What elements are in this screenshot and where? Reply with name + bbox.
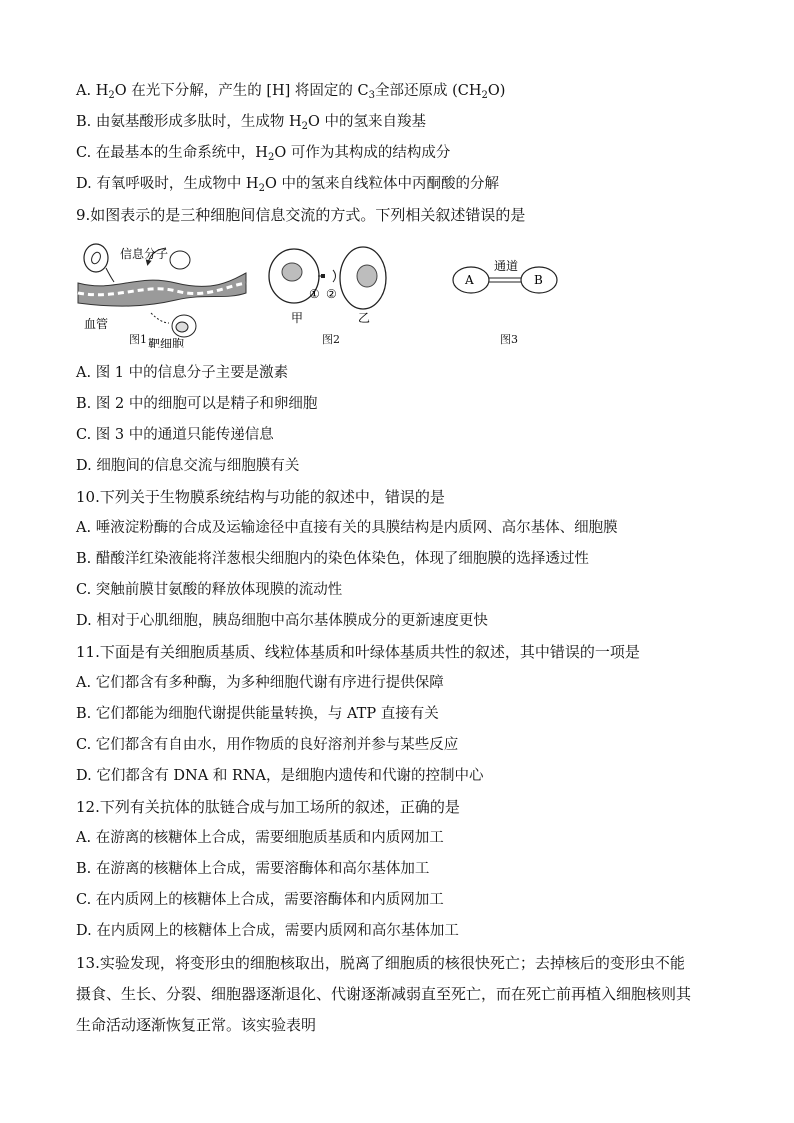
q10-option-d: D. 相对于心肌细胞，胰岛细胞中高尔基体膜成分的更新速度更快: [76, 613, 488, 629]
q11-stem: 11.下面是有关细胞质基质、线粒体基质和叶绿体基质共性的叙述，其中错误的一项是: [76, 643, 640, 661]
cell-jia-label: 甲: [291, 311, 304, 325]
figure-3: [453, 259, 557, 293]
figure-3-caption: 图3: [500, 333, 518, 346]
distant-cell: [170, 251, 190, 269]
q13-line-1: 13.实验发现，将变形虫的细胞核取出，脱离了细胞质的核很快死亡；去掉核后的变形虫不能: [76, 954, 685, 972]
q11-option-b: B. 它们都能为细胞代谢提供能量转换，与 ATP 直接有关: [76, 706, 439, 722]
q8-option-b: B. 由氨基酸形成多肽时，生成物 $H_2O$ 中的氢来自羧基: [76, 114, 427, 132]
q13-line-3: 生命活动逐渐恢复正常。该实验表明: [76, 1016, 317, 1034]
mark-2: ②: [326, 287, 337, 301]
q8-option-d: D. 有氧呼吸时，生成物中 $H_2O$ 中的氢来自线粒体中丙酮酸的分解: [76, 176, 499, 194]
q9-stem: 9.如图表示的是三种细胞间信息交流的方式。下列相关叙述错误的是: [76, 206, 526, 224]
signal-molecule-label: 信息分子: [120, 247, 169, 261]
figure-1: [78, 244, 246, 348]
figure-2-caption: 图2: [322, 333, 340, 346]
cell-yi-nucleus: [357, 265, 377, 287]
q10-stem: 10.下列关于生物膜系统结构与功能的叙述中，错误的是: [76, 488, 445, 506]
channel-label: 通道: [494, 259, 519, 273]
q13-line-2: 摄食、生长、分裂、细胞器逐渐退化、代谢逐渐减弱直至死亡，而在死亡前再植入细胞核则其: [76, 985, 692, 1003]
q9-option-b: B. 图 2 中的细胞可以是精子和卵细胞: [76, 396, 318, 412]
q9-option-c: C. 图 3 中的通道只能传递信息: [76, 427, 274, 443]
q9-option-a: A. 图 1 中的信息分子主要是激素: [76, 365, 289, 381]
q8-option-a: A. $H_2O$ 在光下分解，产生的 [H] 将固定的 $C_3$全部还原成 $(CH_2O)$: [76, 83, 506, 101]
secretion-arrow: [106, 268, 114, 282]
target-cell-nucleus: [176, 322, 188, 332]
q11-option-a: A. 它们都含有多种酶，为多种细胞代谢有序进行提供保障: [76, 675, 444, 691]
cell-jia-nucleus: [282, 263, 302, 281]
q12-option-c: C. 在内质网上的核糖体上合成，需要溶酶体和内质网加工: [76, 892, 444, 908]
target-arrow: [151, 313, 169, 323]
cell-a-label: A: [465, 273, 474, 287]
figure-2: [269, 247, 386, 325]
cell-yi-label: 乙: [358, 311, 371, 325]
target-cell-label: 靶细胞: [148, 337, 185, 348]
q12-stem: 12.下列有关抗体的肽链合成与加工场所的叙述，正确的是: [76, 798, 460, 816]
mark-1: ①: [309, 287, 320, 301]
vessel-label: 血管: [84, 317, 109, 331]
q8-option-c: C. 在最基本的生命系统中，$H_2O$ 可作为其构成的结构成分: [76, 145, 451, 163]
q10-option-a: A. 唾液淀粉酶的合成及运输途径中直接有关的具膜结构是内质网、高尔基体、细胞膜: [76, 520, 618, 536]
receptor: [333, 270, 336, 282]
cell-b-label: B: [534, 273, 543, 287]
q12-option-a: A. 在游离的核糖体上合成，需要细胞质基质和内质网加工: [76, 830, 444, 846]
q9-option-d: D. 细胞间的信息交流与细胞膜有关: [76, 458, 300, 474]
q12-option-b: B. 在游离的核糖体上合成，需要溶酶体和高尔基体加工: [76, 861, 430, 877]
q10-option-b: B. 醋酸洋红染液能将洋葱根尖细胞内的染色体染色，体现了细胞膜的选择透过性: [76, 551, 589, 567]
figure-1-caption: 图1: [129, 333, 147, 346]
q10-option-c: C. 突触前膜甘氨酸的释放体现膜的流动性: [76, 582, 343, 598]
q11-option-d: D. 它们都含有 DNA 和 RNA，是细胞内遗传和代谢的控制中心: [76, 768, 484, 784]
ligand: [321, 274, 325, 278]
q12-option-d: D. 在内质网上的核糖体上合成，需要内质网和高尔基体加工: [76, 923, 459, 939]
q11-option-c: C. 它们都含有自由水，用作物质的良好溶剂并参与某些反应: [76, 737, 459, 753]
